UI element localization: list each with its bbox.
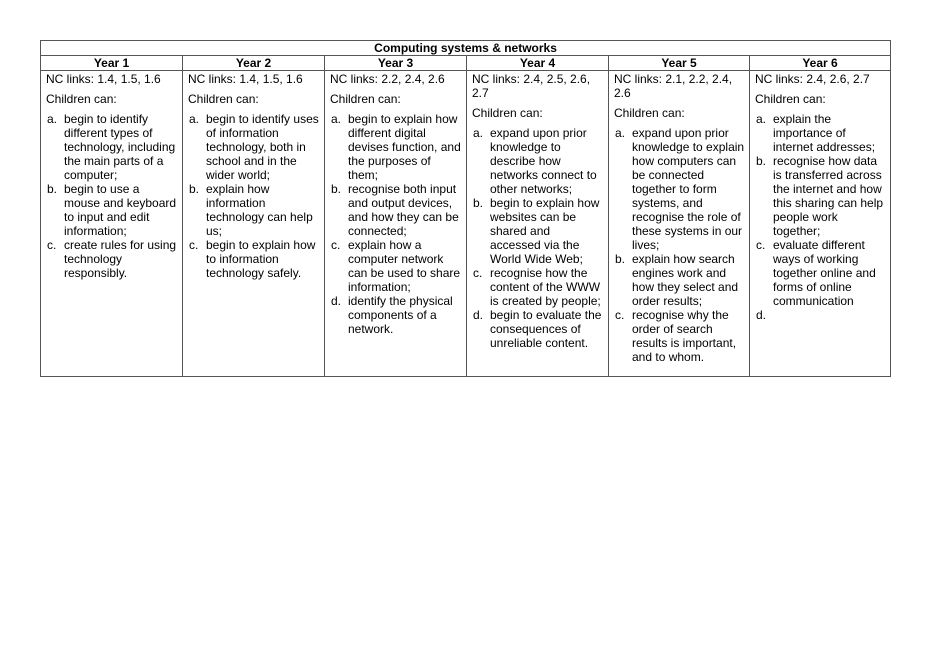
item-text: recognise how data is transferred across the internet and how this sharing can help people work together;: [773, 154, 884, 238]
item-text: recognise both input and output devices, and how they can be connected;: [348, 182, 459, 238]
item-text: create rules for using technology responsibly.: [64, 238, 177, 280]
item-letter: b.: [756, 154, 767, 168]
list-item: [472, 308, 604, 350]
list-item: [472, 266, 604, 308]
item-letter: a.: [473, 126, 484, 140]
children-can-label: Children can:: [614, 106, 685, 120]
nc-links: NC links: 1.4, 1.5, 1.6: [46, 72, 161, 86]
year-4-cell: [467, 71, 609, 377]
item-text: explain how search engines work and how they select and order results;: [632, 252, 739, 308]
year-heading: Year 3: [325, 56, 467, 71]
year-5-cell: [609, 71, 750, 377]
curriculum-table: [40, 40, 891, 377]
list-item: [188, 112, 320, 182]
year-heading: Year 6: [750, 56, 891, 71]
item-text: recognise why the order of search results is important, and to whom.: [632, 308, 737, 364]
list-item: [330, 182, 462, 238]
children-can-label: Children can:: [46, 92, 117, 106]
objectives-list: [46, 112, 178, 280]
item-text: expand upon prior knowledge to describe how networks connect to other networks;: [490, 126, 597, 196]
nc-links: NC links: 2.4, 2.5, 2.6, 2.7: [472, 72, 591, 100]
list-item: [614, 126, 745, 252]
nc-links: NC links: 2.2, 2.4, 2.6: [330, 72, 445, 86]
item-text: begin to explain how different digital devises function, and the purposes of them;: [348, 112, 461, 182]
year-heading: Year 2: [183, 56, 325, 71]
item-letter: b.: [331, 182, 342, 196]
item-letter: d.: [756, 308, 767, 322]
item-text: begin to explain how websites can be shared and accessed via the World Wide Web;: [490, 196, 600, 266]
item-letter: a.: [615, 126, 626, 140]
list-item: [330, 238, 462, 294]
item-text: expand upon prior knowledge to explain how computers can be connected together to form systems, and recognise the role of these systems in our lives;: [632, 126, 745, 252]
list-item: [46, 238, 178, 280]
item-text: recognise how the content of the WWW is created by people;: [490, 266, 601, 308]
year-1-cell: [41, 71, 183, 377]
title-row: [41, 41, 891, 56]
nc-links: NC links: 1.4, 1.5, 1.6: [188, 72, 303, 86]
year-heading: Year 5: [609, 56, 750, 71]
list-item: [46, 182, 178, 238]
nc-links: NC links: 2.4, 2.6, 2.7: [755, 72, 870, 86]
objectives-list: [330, 112, 462, 336]
item-letter: b.: [615, 252, 626, 266]
content-row: [41, 71, 891, 377]
item-letter: a.: [756, 112, 767, 126]
list-item: [614, 252, 745, 308]
item-letter: c.: [189, 238, 199, 252]
year-heading: Year 1: [41, 56, 183, 71]
item-text: explain how information technology can help us;: [206, 182, 313, 238]
year-2-cell: [183, 71, 325, 377]
list-item: [472, 126, 604, 196]
item-text: begin to use a mouse and keyboard to input and edit information;: [64, 182, 177, 238]
item-letter: b.: [189, 182, 200, 196]
list-item: [755, 238, 886, 308]
list-item: [188, 182, 320, 238]
item-letter: c.: [615, 308, 625, 322]
item-letter: d.: [473, 308, 484, 322]
item-letter: a.: [331, 112, 342, 126]
item-text: begin to evaluate the consequences of unreliable content.: [490, 308, 602, 350]
item-letter: c.: [756, 238, 766, 252]
list-item: [472, 196, 604, 266]
item-text: evaluate different ways of working together online and forms of online communication: [773, 238, 876, 308]
item-letter: c.: [47, 238, 57, 252]
table-title: Computing systems & networks: [41, 41, 891, 56]
item-letter: b.: [473, 196, 484, 210]
list-item: [330, 112, 462, 182]
objectives-list: [755, 112, 886, 322]
item-letter: a.: [47, 112, 58, 126]
item-text: identify the physical components of a network.: [348, 294, 453, 336]
item-text: begin to identify different types of technology, including the main parts of a computer;: [64, 112, 176, 182]
list-item: [46, 112, 178, 182]
children-can-label: Children can:: [755, 92, 826, 106]
list-item: [755, 154, 886, 238]
item-letter: d.: [331, 294, 342, 308]
item-letter: c.: [473, 266, 483, 280]
year-header-row: [41, 56, 891, 71]
item-letter: b.: [47, 182, 58, 196]
item-text: begin to identify uses of information technology, both in school and in the wider world;: [206, 112, 319, 182]
children-can-label: Children can:: [330, 92, 401, 106]
year-heading: Year 4: [467, 56, 609, 71]
item-text: begin to explain how to information technology safely.: [206, 238, 316, 280]
objectives-list: [188, 112, 320, 280]
item-letter: a.: [189, 112, 200, 126]
list-item: [188, 238, 320, 280]
list-item: [614, 308, 745, 364]
item-letter: c.: [331, 238, 341, 252]
year-3-cell: [325, 71, 467, 377]
children-can-label: Children can:: [472, 106, 543, 120]
list-item: [330, 294, 462, 336]
children-can-label: Children can:: [188, 92, 259, 106]
nc-links: NC links: 2.1, 2.2, 2.4, 2.6: [614, 72, 733, 100]
objectives-list: [614, 126, 745, 364]
objectives-list: [472, 126, 604, 350]
item-text: explain how a computer network can be used to share information;: [348, 238, 461, 294]
list-item: [755, 112, 886, 154]
item-text: explain the importance of internet addresses;: [773, 112, 876, 154]
year-6-cell: [750, 71, 891, 377]
list-item: [755, 308, 886, 322]
